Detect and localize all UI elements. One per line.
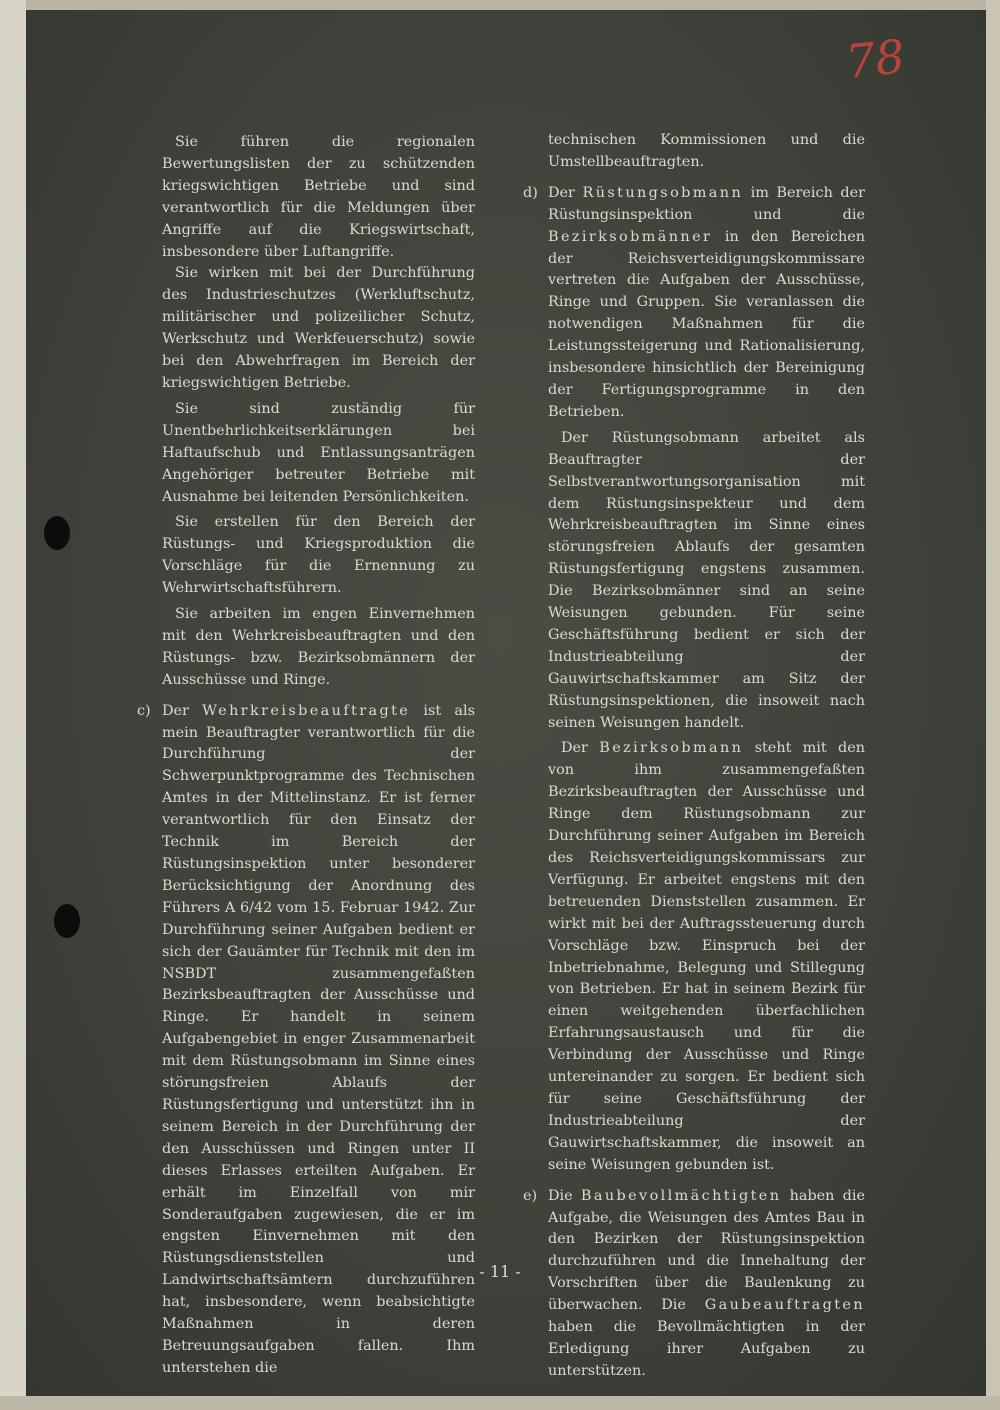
term-wehrkreisbeauftragte: Wehrkreisbeauftragte [202, 702, 411, 719]
right-column [523, 130, 865, 1383]
item-d-ruestungsobmann: d) Der Rüstungsobmann im Bereich der Rüstungsinspektion und die Bezirksobmänner in den Bereichen der Reichsverteidigungskommissare vertreten die Aufgaben der Ausschüsse, Ringe und Gruppen. Sie veranlassen die notwendigen Maßnahmen für die Leistungssteigerung und Rationalisierung, insbesondere hinsichtlich der Bereinigung der Fertigungsprogramme in den Betrieben. [523, 184, 865, 420]
left-column [137, 132, 475, 1380]
scan-edge-top [0, 0, 1000, 10]
item-c-wehrkreisbeauftragte: c) Der Wehrkreisbeauftragte ist als mein Beauftragter verantwortlich für die Durchführung der Schwerpunktprogramme des Technischen Amtes in der Mittelinstanz. Er ist ferner verantwortlich für den Einsatz der Technik im Bereich der Rüstungsinspektion unter besonderer Berücksichtigung der Anordnung des Führers A 6/42 vom 15. Februar 1942. Zur Durchführung seiner Aufgaben bedient er sich der Gauämter für Technik mit den im NSBDT zusammengefaßten Bezirksbeauftragten der Ausschüsse und Ringe. Er handelt in seinem Aufgabengebiet in enger Zusammenarbeit mit dem Rüstungsobmann im Sinne eines störungsfreien Ablaufs der Rüstungsfertigung und unterstützt ihn in seinem Bereich in der Durchführung der den Ausschüssen und Ringen unter II dieses Erlasses erteilten Aufgaben. Er erhält im Einzelfall von mir Sonderaufgaben zugewiesen, die er im engsten Einvernehmen mit den Rüstungsdienststellen und Landwirtschaftsämtern durchzuführen hat, insbesondere, wenn beabsichtigte Maßnahmen in deren Betreuungsaufgaben fallen. Ihm unterstehen die [137, 702, 475, 1376]
term-bezirksobmann: Bezirksobmann [599, 740, 744, 757]
page-number: - 11 - [479, 1262, 521, 1281]
term-ruestungsobmann: Rüstungsobmann [582, 184, 744, 201]
paragraph-wehrwirtschaftsfuehrer: Sie erstellen für den Bereich der Rüstungs- und Kriegsproduktion die Vorschläge für die Ernennung zu Wehrwirtschaftsführern. [162, 514, 475, 597]
item-e-baubevollmaechtigte: e) Die Baubevollmächtigten haben die Aufgabe, die Weisungen des Amtes Bau in den Bezirken der Rüstungsinspektion durchzuführen und die Innehaltung der Vorschriften über die Baulenkung zu überwachen. Die Gaubeauftragten haben die Bevollmächtigten in der Erledigung ihrer Aufgaben zu unterstützen. [523, 1187, 865, 1379]
paragraph-bezirksobmann: Der Bezirksobmann steht mit den von ihm zusammengefaßten Bezirksbeauftragten der Ausschüsse und Ringe dem Rüstungsobmann zur Durchführung seiner Aufgaben im Bereich des Reichsverteidigungskommissars zur Verfügung. Er arbeitet engstens mit den betreuenden Dienststellen zusammen. Er wirkt mit bei der Auftragssteuerung durch Vorschläge bzw. Einspruch bei der Inbetriebnahme, Belegung und Stillegung von Betrieben. Er hat in seinem Bezirk für einen weitgehenden überfachlichen Erfahrungsaustausch und für die Verbindung der Ausschüsse und Ringe untereinander zu sorgen. Er bedient sich für seine Geschäftsführung der Industrieabteilung der Gauwirtschaftskammer, die insoweit an seine Weisungen gebunden ist. [548, 740, 865, 1173]
term-gaubeauftragte: Gaubeauftragten [704, 1297, 865, 1314]
punch-hole-upper [44, 516, 70, 550]
scan-edge-right [986, 0, 1000, 1410]
paragraph-einvernehmen: Sie arbeiten im engen Einvernehmen mit den Wehrkreisbeauftragten und den Rüstungs- bzw. Bezirksobmännern der Ausschüsse und Ringe. [162, 606, 475, 688]
scan-edge-bottom [0, 1396, 1000, 1410]
punch-hole-lower [54, 904, 80, 938]
paragraph-industrieschutz: Sie wirken mit bei der Durchführung des Industrieschutzes (Werkluftschutz, militärischer und polizeilicher Schutz, Werkschutz und Werkfeuerschutz) sowie bei den Abwehrfragen im Bereich der kriegswichtigen Betriebe. [162, 265, 475, 391]
paragraph-bewertungslisten: Sie führen die regionalen Bewertungslisten der zu schützenden kriegswichtigen Betriebe und sind verantwortlich für die Meldungen über Angriffe auf die Kriegswirtschaft, insbesondere über Luftangriffe. [162, 134, 475, 260]
paragraph-unentbehrlichkeit: Sie sind zuständig für Unentbehrlichkeitserklärungen bei Haftaufschub und Entlassungsanträgen Angehöriger betreuter Betriebe mit Ausnahme bei leitenden Persönlichkeiten. [162, 400, 475, 505]
paragraph-ruestungsobmann-beauftragter: Der Rüstungsobmann arbeitet als Beauftragter der Selbstverantwortungsorganisation mit dem Rüstungsinspekteur und dem Wehrkreisbeauftragten im Sinne eines störungsfreien Ablaufs der gesamten Rüstungsfertigung engstens zusammen. Die Bezirksobmänner sind an seine Weisungen gebunden. Für seine Geschäftsführung bedient er sich der Industrieabteilung der Gauwirtschaftskammer am Sitz der Rüstungsinspektionen, die insoweit nach seinen Weisungen handelt. [548, 429, 865, 731]
item-label-d: d) [523, 184, 538, 201]
paragraph-continuation: technischen Kommissionen und die Umstellbeauftragten. [548, 132, 865, 170]
term-baubevollmaechtigte: Baubevollmächtigten [580, 1187, 782, 1204]
item-label-e: e) [523, 1187, 538, 1204]
scan-edge-left [0, 0, 26, 1410]
handwritten-folio-number: 78 [843, 29, 908, 89]
item-label-c: c) [137, 702, 151, 719]
term-bezirksobmaenner: Bezirksobmänner [548, 228, 713, 245]
